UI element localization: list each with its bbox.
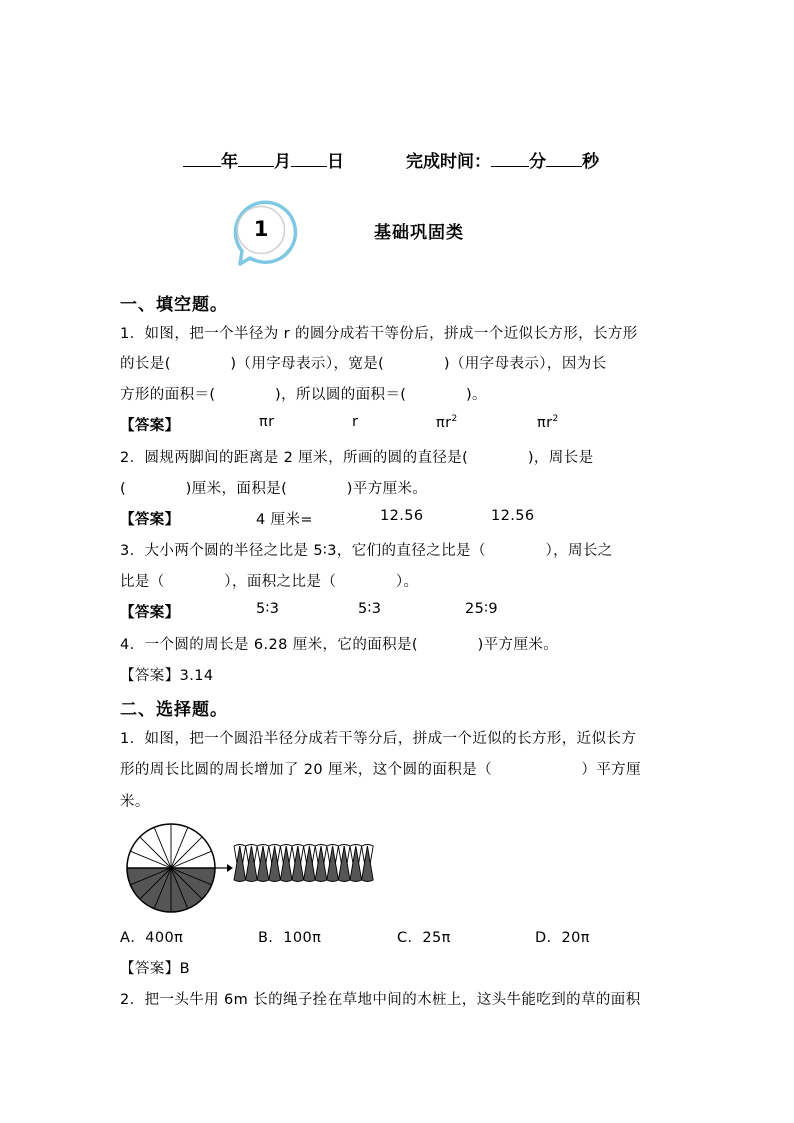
day-blank (291, 151, 327, 167)
circle-rearrangement-figure (126, 822, 388, 914)
p2-q2-line1: 2．把一头牛用 6m 长的绳子拴在草地中间的木桩上，这头牛能吃到的草的面积 (120, 992, 641, 1008)
section-number: 1 (253, 217, 269, 241)
q1-answer-3: $\pi r^2$ (436, 414, 458, 431)
q2-line2: ( )厘米，面积是( )平方厘米。 (120, 481, 428, 497)
q1-line2: 的长是( )（用字母表示），宽是( )（用字母表示），因为长 (120, 356, 607, 372)
second-blank (546, 151, 582, 167)
year-label: 年 (221, 152, 238, 172)
day-label: 日 (327, 152, 344, 172)
q3-answer-1: 5∶3 (256, 601, 280, 617)
time-label: 完成时间： (406, 152, 491, 172)
option-c[interactable]: C．25π (397, 930, 451, 946)
q2-answer-1: 4 厘米= (256, 512, 313, 528)
date-line (183, 147, 344, 172)
divided-circle-icon (127, 824, 215, 912)
q2-answer-label: 【答案】 (120, 512, 180, 528)
q1-line1: 1．如图，把一个半径为 r 的圆分成若干等份后，拼成一个近似长方形，长方形 (120, 326, 638, 342)
q1-answer-label: 【答案】 (120, 418, 180, 434)
part1-heading: 一、填空题。 (120, 295, 228, 315)
q2-answer-2: 12.56 (380, 508, 424, 524)
p2-q1-line3: 米。 (120, 794, 150, 810)
arrow-icon (215, 864, 233, 872)
q3-line1: 3．大小两个圆的半径之比是 5∶3，它们的直径之比是（ ），周长之 (120, 543, 613, 559)
q2-answer-3: 12.56 (491, 508, 535, 524)
approximate-rectangle-icon (234, 845, 373, 882)
option-a[interactable]: A．400π (120, 930, 184, 946)
month-label: 月 (274, 152, 291, 172)
q2-line1: 2．圆规两脚间的距离是 2 厘米，所画的圆的直径是( )，周长是 (120, 450, 594, 466)
p2-q1-answer: 【答案】B (120, 961, 190, 977)
q4-line1: 4．一个圆的周长是 6.28 厘米，它的面积是( )平方厘米。 (120, 637, 559, 653)
section-title: 基础巩固类 (374, 223, 464, 243)
q1-answer-2: r (352, 414, 359, 430)
minute-label: 分 (529, 152, 546, 172)
option-b[interactable]: B．100π (258, 930, 322, 946)
p2-q1-line2: 形的周长比圆的周长增加了 20 厘米，这个圆的面积是（ ）平方厘 (120, 762, 641, 778)
time-line (406, 147, 599, 172)
q3-answer-2: 5∶3 (358, 601, 382, 617)
year-blank (183, 151, 221, 167)
q1-answer-1: πr (259, 414, 275, 430)
p2-q1-line1: 1．如图，把一个圆沿半径分成若干等分后，拼成一个近似的长方形，近似长方 (120, 731, 637, 747)
q4-answer: 【答案】3.14 (120, 668, 214, 684)
minute-blank (491, 151, 529, 167)
month-blank (238, 151, 274, 167)
q1-answer-4: $\pi r^2$ (537, 414, 559, 431)
second-label: 秒 (582, 152, 599, 172)
q3-answer-3: 25∶9 (465, 601, 499, 617)
option-d[interactable]: D．20π (535, 930, 590, 946)
q3-answer-label: 【答案】 (120, 605, 180, 621)
q1-line3: 方形的面积＝( )，所以圆的面积＝( )。 (120, 387, 487, 403)
part2-heading: 二、选择题。 (120, 700, 228, 720)
q3-line2: 比是（ ），面积之比是（ ）。 (120, 574, 419, 590)
